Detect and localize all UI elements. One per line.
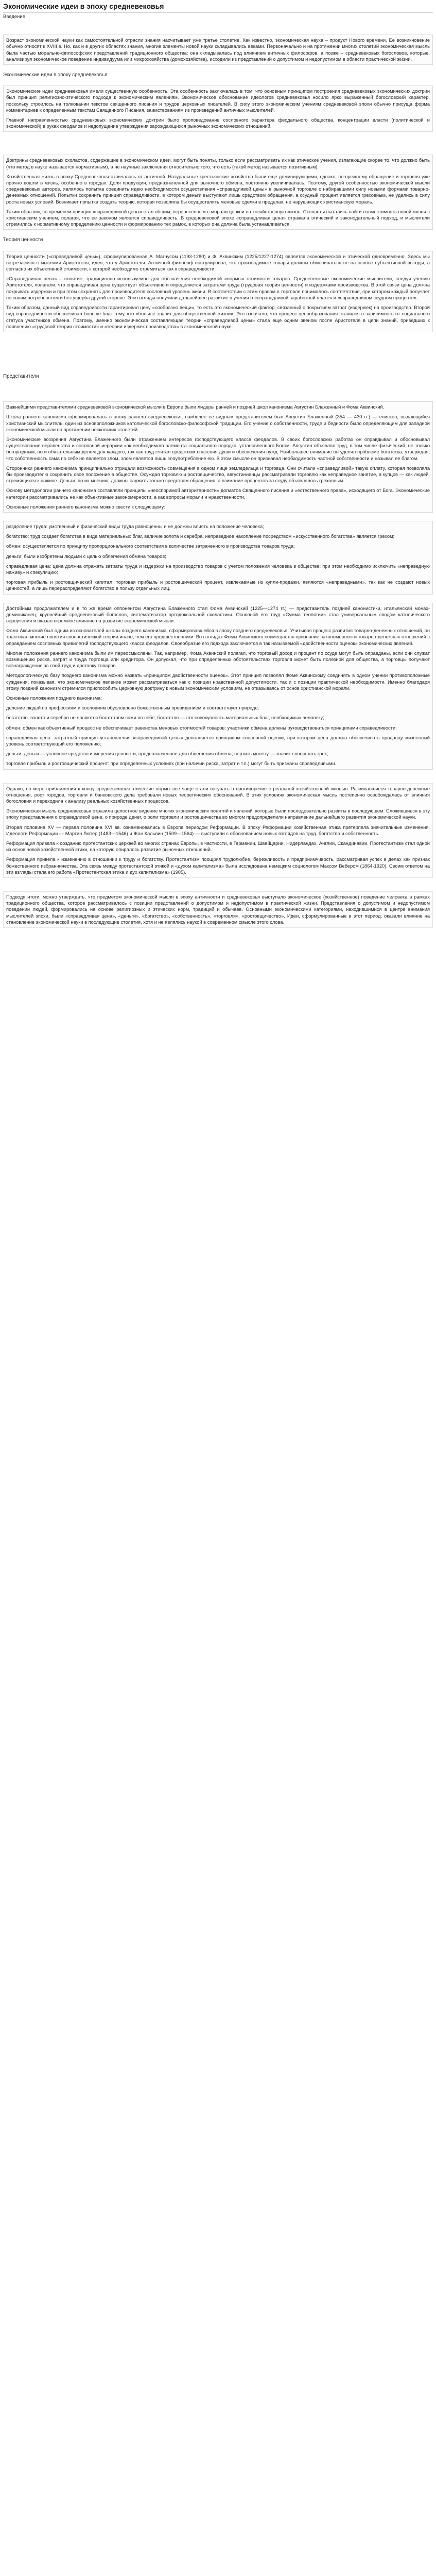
intro-heading: Введение (3, 14, 26, 20)
paragraph: торговая прибыль и ростовщический капитал: торговая прибыль и ростовщический процент, извлекаемые из купли-продажи, являются «неправедными», так как не создают новых ценностей, а лишь перераспределяют богатство в пользу отдельных лиц. (6, 580, 430, 591)
paragraph: Реформация привела к созданию протестантских церквей во многих странах Европы, в частности, в Германии, Швейцарии, Нидерландах, Англии, Скандинавии. Протестантизм стал одной из основ новой хозяйственной этики, на которую опиралось развитие рыночных отношений. (6, 841, 430, 853)
paragraph: Экономические воззрения Августина Блаженного были отражением интересов господствующего класса феодалов. В своих богословских работах он оправдывал и обосновывал существование неравенства и сословной иерархии как необходимого элемента социального порядка, установленного Богом. Августин объявлял труд, в том числе физический, не только богоугодным, но и обязательным делом для каждого, так как труд считал средством спасения души и обеспечения нужд. Наибольшее внимание он уделял проблеме богатства, утверждая, что собственность сама по себе не является злом, злом является лишь злоупотребление ею. В этом смысле он признавал необходимость частной собственности и называл ее благом. (6, 436, 430, 461)
value-theory-block (3, 251, 433, 332)
representatives-block (3, 401, 433, 513)
middle-ages-block (3, 86, 433, 132)
paragraph: Экономические идеи средневековья имели существенную особенность. Эта особенность заключалась в том, что основным принципом построения средневековых экономических доктрин был принцип религиозно-этического подхода к экономическим явлениям. Экономическое обоснование идеологов средневековья носило ярко выраженный богословский характер, поскольку строилось на толковании текстов священного писания и трудов церковных писателей. В силу этого экономическим учениям средневековой эпохи обычно присуща форма комментариев к определенным текстам Священного Писания, заимствованиям из произведений античных мыслителей. (6, 89, 430, 113)
intro-block (3, 35, 433, 65)
paragraph: Вторая половина XV — первая половина XVI вв. ознаменовались в Европе периодом Реформации. В эпоху Реформации хозяйственная этика претерпела значительные изменения. Идеологи Реформации — Мартин Лютер (1483—1546) и Жан Кальвин (1509—1564) — выступили с обоснованием новых взглядов на труд, богатство и собственность. (6, 824, 430, 836)
paragraph: Доктрины средневековых схоластов, содержащие в экономическом идеи, могут быть поняты, только если рассматривать их как этические учения, излагающие скорее то, что должно быть (что метод в науке называется нормативным), а не научные заключения относительно того, что есть (такой метод называется позитивным). (6, 158, 430, 170)
paragraph: Хозяйственная жизнь в эпоху Средневековья отличалась от античной. Натуральные крестьянские хозяйства были еще доминирующими, однако, по-прежнему обращение и торговля уже прочно вошли в жизнь, особенно в городах. Доля продукции, предназначенной для рыночного обмена, постоянно увеличивалась. Поэтому, другой особенностью экономической мысли средневековых авторов, являлось попытка соединить идею необходимости осуществления «справедливой цены» в рыночной торговле с набиравшими силу новыми формами товарно-денежных отношений. Попытки сохранить принцип справедливости, в котором деньги выступают лишь средством обращения, а ссудный процент является греховным, не удались в силу роста новых условий. Возникает попытка создать теорию, которая позволила бы осуществлять меновые сделки в пределах, не нарушающих христианскую мораль. (6, 174, 430, 205)
paragraph: обмен: обмен как объективный процесс не обеспечивает равенства меновых стоимостей товаров; участники обмена должны руководствоваться принципами справедливости; (6, 725, 397, 731)
paragraph: Возраст экономической науки как самостоятельной отрасли знания насчитывает уже третье столетие. Как известно, экономическая наука – продукт Нового времени. Ее возникновение обычно относят к XVIII в. Но, как и в других областях знания, многие элементы новой науки складывались веками. Первоначально и на протяжении многих столетий экономическая мысль была частью морально-философских представлений традиционного общества: она складывалась под влиянием античных философов, а позже – средневековых богословов, которые, анализируя экономическое поведение индивидуума или микрохозяйства (домохозяйства), исходили из представлений о допустимом и недопустимом в области практической жизни. (6, 38, 430, 62)
section-link-middle-ages[interactable]: Экономические идеи в эпоху средневековья (3, 72, 108, 78)
paragraph: Главной направленностью средневековых экономических доктрин было проповедование сословного характера феодального общества, концентрации власти (политической и экономической) в руках феодалов и недопущение утверждения зарождающихся рыночных экономических отношений. (6, 117, 430, 129)
article (0, 0, 436, 938)
paragraph: деньги: были изобретены людьми с целью облегчения обмена товаров; (6, 553, 166, 559)
paragraph: Основные положения раннего канонизма можно свести к следующему: (6, 504, 165, 510)
paragraph: Сторонники раннего канонизма принципиально отрицали возможность совмещения в одном лице земледельца и торговца. Они считали «справедливой» такую оплату, которая позволяла бы производителю сохранить свое положение в обществе. Осуждая торговлю и ростовщичество, августинианцы рассматривали торговлю как неправедное занятие, а купцов — как людей, стремящихся к наживе. Деньги, по их мнению, должны служить только средством обращения, а взимание процентов за ссуду объявлялось греховным. (6, 465, 430, 484)
page-title: Экономические идеи в эпоху средневековья (3, 2, 433, 13)
paragraph: Подводя итоги, можно утверждать, что предметом экономической мысли в эпоху античности и средневековья выступало экономическое (хозяйственное) поведение человека в рамках традиционного общества, которое рассматривалось с позиции представлений о допустимом и недопустимом в практической жизни. Представления о допустимом и недопустимом поведении людей, формировались на основе религиозных и этических норм, традиций и обычаев. Основными экономическими категориями, находившимися в центре внимания мыслителей эпохи, были «справедливая цена», «деньги», «богатство», «собственность», «торговля», «ростовщичество». Идеи, сформулированные в этот период, оказали влияние на становление экономической науки в последующие столетия, хотя и не являлись наукой в современном смысле этого слова. (6, 894, 430, 925)
paragraph: Достойным продолжателем и в то же время оппонентом Августина Блаженного стал Фома Аквинский (1225—1274 гг.) — представитель поздней канонистики, итальянский монах-доминиканец, крупнейший средневековый богослов, систематизатор ортодоксальной схоластики. Основной его труд «Сумма теологии» стал универсальным сводом католического вероучения и оказал огромное влияние на развитие экономической мысли. (6, 605, 430, 623)
paragraph: деньги: деньги — условное средство измерения ценности, предназначенное для облегчения обмена; портить монету — значит совершать грех; (6, 751, 328, 757)
early-canonism-list (3, 521, 433, 595)
paragraph: богатство: золото и серебро не являются богатством сами по себе; богатство — это совокупность материальных благ, необходимых человеку; (6, 715, 324, 721)
doctrines-block (3, 155, 433, 230)
paragraph: Таким образом, данный вид справедливости гарантировал цену «сообразно вещи», то есть это экономический фактор, связанный с покрытием затрат (издержек) на производство. Второй вид справедливости обеспечивал больше благ тому, кто «больше значит для общественной жизни». Это означало, что процесс ценообразования ставился в зависимость от социального статуса участников обмена. Поэтому, именно экономическая составляющая теории «справедливой цены» стала еще одним звеном после Аристотеля в цепи знаний, приведших к появлению «трудовой теории стоимости» и «теории издержек производства» в экономической науке. (6, 305, 430, 329)
paragraph: Экономическая мысль средневековья отразила целостное видение многих экономических понятий и явлений, которые были последовательно развиты в последующем. Сложившиеся в эту эпоху представления о справедливой цене, о природе денег, о роли торговли и ростовщичества во многом предопределили направление дальнейшего развития экономической науки. (6, 808, 430, 820)
paragraph: Многие положения раннего канонизма были им переосмыслены. Так, например, Фома Аквинский полагал, что торговый доход и процент по ссуде могут быть оправданы, если они служат возмещению риска, затрат и труда торговца или кредитора. Он допускал, что при определенных обстоятельствах торговля может быть полезной для общества, а торговцы получают вознаграждение за свой труд и доставку товаров. (6, 650, 430, 669)
paragraph: Основные положения позднего канонизма: (6, 696, 102, 701)
paragraph: Методологическую базу позднего канонизма можно назвать «принципом двойственности оценок». Этот принцип позволял Фоме Аквинскому соединять в одном учении противоположные суждения, показывая, что экономическое явление может рассматриваться как с позиции нравственной допустимости, так и с позиции практической необходимости. Именно благодаря этому поздний канонизм стремился приспособить церковную доктрину к новым экономическим условиям, не отказываясь от основ христианской морали. (6, 673, 430, 691)
section-title-representatives: Представители (3, 373, 39, 379)
paragraph: обмен: осуществляется по принципу пропорционального соответствия в количестве затраченного в производстве товаров труда; (6, 544, 295, 549)
section-heading (3, 237, 433, 243)
paragraph: Реформация привела к изменению в отношении к труду и богатству. Протестантизм поощрял трудолюбие, бережливость и предприимчивость, рассматривая успех в делах как признак божественного избранничества. Эта связь между протестантской этикой и «духом капитализма» была исследована немецким социологом Максом Вебером (1864-1920). Своим ответом на эти взгляды стала его работа «Протестантская этика и дух капитализма» (1905). (6, 857, 430, 875)
paragraph: торговая прибыль и ростовщический процент: при определенных условиях (при наличии риска, затрат и т.п.) могут быть признаны справедливыми. (6, 761, 337, 767)
aquinas-block (3, 603, 433, 770)
section-heading[interactable] (3, 72, 433, 78)
section-heading (3, 374, 433, 380)
paragraph: деление людей по профессиям и сословиям обусловлено божественным провидением и соответствует природе; (6, 705, 259, 711)
paragraph: богатство: труд создает богатства в виде материальных благ, величие золота и серебра, неправедное накопление посредством «искусственного богатства» является грехом; (6, 534, 395, 539)
paragraph: разделение труда: умственный и физический виды труда равноценны и не должны влиять на положение человека; (6, 523, 264, 529)
paragraph: справедливая цена: затратный принцип установления «справедливой цены» дополняется принципом сословной оценки, при котором цена должна обеспечивать продавцу жизненный уровень соответствующий его положению; (6, 735, 430, 747)
paragraph: Фома Аквинский был одним из основателей школы позднего канонизма, сформировавшейся в эпоху позднего средневековья. Учитывая процесс развития товарно-денежных отношений, он трактовал многие понятия схоластической теории иначе, чем его предшественники. Во взглядах Фомы Аквинского совмещается признание закономерности товарно-денежных отношений с оправданием сословных привилегий господствующего класса феодалов. Своеобразие его подхода заключается в так называемой «двойственности оценок» экономических явлений. (6, 628, 430, 646)
paragraph: Школа раннего канонизма сформировалась в эпоху раннего средневековья, наиболее ее видным представителем был Августин Блаженный (354 — 430 гг.) — епископ, выдающийся христианский мыслитель, один из основоположников католической богословско-философской традиции. Его учение о собственности, труде и бедности было определяющим для западной экономической мысли на протяжении нескольких столетий. (6, 414, 430, 432)
paragraph: справедливая цена: цена должна отражать затраты труда и издержки на производство товаров с учетом положения человека в обществе; при этом необходимо исключить «неправедную наживу» и спекуляцию; (6, 563, 430, 575)
conclusion-block (3, 891, 433, 928)
paragraph: Основу методологии раннего канонизма составляли принципы «неоспоримой авторитарности» догматов Священного писания и «естественного права», исходящего от Бога. Экономические категории рассматривались не как объективные закономерности, а как вопросы морали и нравственности. (6, 488, 430, 500)
paragraph: «Справедливая цена» – понятие, традиционно используемое для обозначения необходимой «нормы» стоимости товаров. Средневековые экономические мыслители, следуя учению Аристотеля, полагали, что справедливая цена существует объективно и определяется затратами труда (трудовая теория ценности) и издержками производства. В этой связи цена должна покрывать издержки и при этом сохранять для производителя сословный уровень жизни. В соответствии с этим правом в торговле понималось соответствие, при котором каждый получает по своим потребностям и без ущерба другой стороне. Эти взгляды получили дальнейшее развитие в учении о «справедливой заработной плате» и «справедливом ссудном проценте». (6, 276, 430, 300)
paragraph: Теория ценности («справедливой цены»), сформулированная А. Магнусом (1193-1280) и Ф. Аквинским (1225/1227-1274) является экономической и этической одновременно. Здесь мы встречаемся с мыслями Аристотеля, идея, что у Аристотеля. Античный философ постулировал, что производимые товары должны обмениваться не на основе субъективной выгоды, а согласно их объективной стоимости, к которой необходимо стремиться как к справедливости. (6, 253, 430, 272)
section-title-value-theory: Теория ценности (3, 237, 43, 243)
paragraph: Важнейшими представителями средневековой экономической мысли в Европе были лидеры ранней и поздней школ канонизма Августин Блаженный и Фома Аквинский. (6, 404, 385, 410)
paragraph: Таким образом, со временем принцип «справедливой цены» стал общим, перенесенным с морали церкви на хозяйственную жизнь. Схоласты пытались найти совместимость новой жизни с христианским учением, полагая, что ее законом является справедливость. В средневековой эпохе «справедливая цена» отражала этический и законодательный подход, и мыслители стремились к нормативному определению ценности и формированию тех рамок, в которых она должна была устанавливаться. (6, 209, 430, 227)
reformation-block (3, 783, 433, 878)
paragraph: Однако, по мере приближения к концу средневековья этические нормы все чаще стали вступать в противоречие с реальной хозяйственной жизнью. Развивавшиеся товарно-денежные отношения, рост городов, торговли и банковского дела требовали новых теоретических обоснований. В этих условиях экономическая мысль постепенно освобождалась от влияния богословия и переходила к анализу реальных хозяйственных процессов. (6, 786, 430, 804)
